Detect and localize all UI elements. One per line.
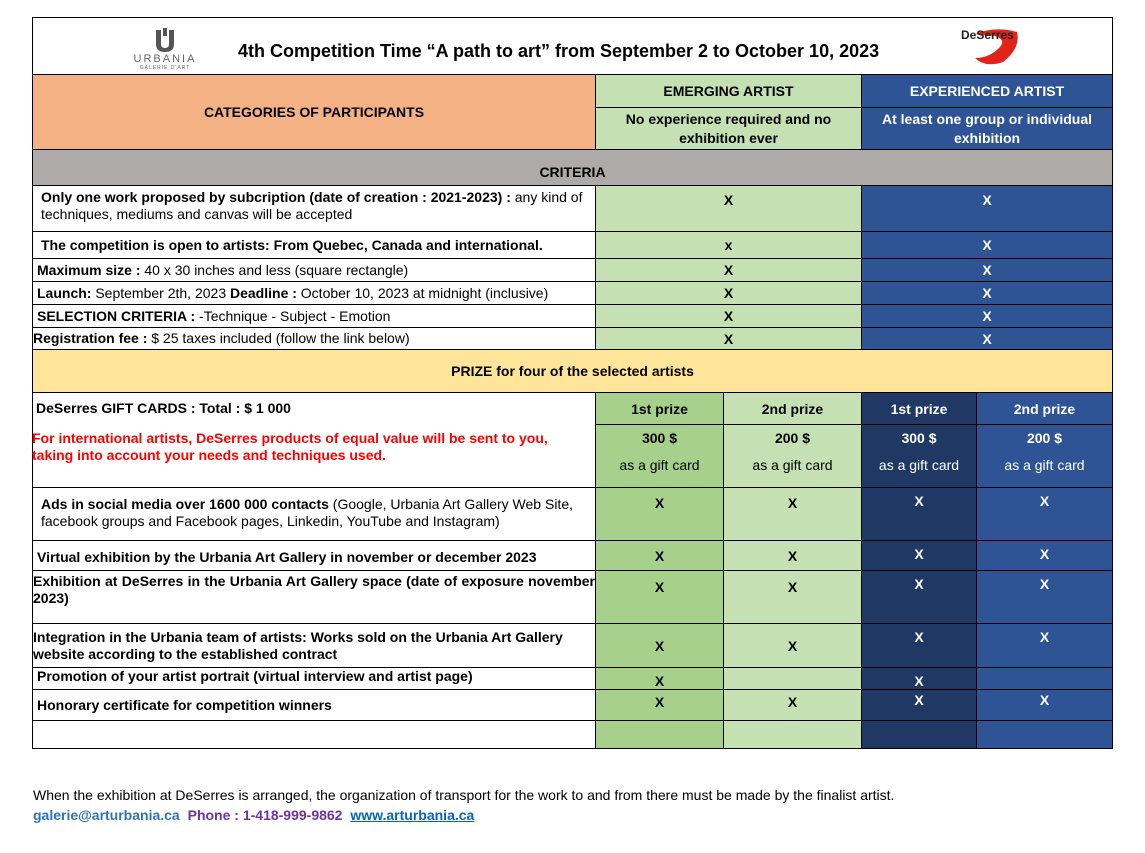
prize-col-3-amount: 300 $	[901, 430, 937, 446]
prize-row-2-col-1: X	[595, 540, 724, 571]
empty-row-label	[32, 720, 596, 749]
criteria-row-1-experienced: X	[861, 185, 1113, 232]
urbania-logo-text: URBANIA	[133, 53, 197, 65]
international-note: For international artists, DeSerres products of equal value will be sent to you, taking into account your needs and techniques used.	[32, 430, 548, 463]
prize-row-6-label	[32, 689, 596, 721]
prize-col-4-amount-cell	[976, 424, 1113, 488]
phone-text: Phone : 1-418-999-9862	[187, 807, 343, 823]
prize-row-2-col-4: X	[976, 540, 1113, 571]
criteria-row-2-label	[32, 231, 596, 259]
criteria-heading: CRITERIA	[32, 149, 1113, 186]
criteria-row-3-rest: 40 x 30 inches and less (square rectangle)	[140, 261, 409, 278]
prize-col-1-amount-cell	[595, 424, 724, 488]
urbania-logo-sub: GALERIE D'ART	[139, 65, 191, 71]
empty-row-col-4	[976, 720, 1113, 749]
criteria-row-3-label	[32, 258, 596, 282]
criteria-row-4-rest2: October 10, 2023 at midnight (inclusive)	[296, 284, 549, 301]
prize-row-1-bold: Ads in social media over 1600 000 contacts	[41, 496, 329, 512]
criteria-row-3-bold: Maximum size :	[37, 261, 141, 278]
criteria-row-6-label	[32, 327, 596, 350]
prize-row-1-label	[32, 487, 596, 541]
criteria-row-1-emerging: X	[595, 185, 862, 232]
prize-row-4-col-1: X	[595, 623, 724, 668]
prize-col-2-amount-cell	[723, 424, 862, 488]
prize-row-3-col-1: X	[595, 570, 724, 624]
prize-col-4-header: 2nd prize	[976, 392, 1113, 425]
criteria-row-6-experienced: X	[861, 327, 1113, 350]
deserres-logo-text: DeSerres	[961, 28, 1014, 42]
criteria-row-6-bold: Registration fee :	[33, 330, 148, 346]
prize-row-1-col-4: X	[976, 487, 1113, 541]
prize-col-4-amount: 200 $	[1026, 430, 1063, 446]
criteria-row-5-label	[32, 304, 596, 328]
prize-row-2-col-2: X	[723, 540, 862, 571]
prize-row-2-label	[32, 540, 596, 571]
website-link[interactable]: www.arturbania.ca	[350, 807, 475, 823]
prize-row-2-col-3: X	[861, 540, 977, 571]
criteria-row-4-bold: Launch:	[37, 284, 92, 301]
empty-row-col-2	[723, 720, 862, 749]
prize-row-3-bold: Exhibition at DeSerres in the Urbania Art Gallery space (date of exposure november 2023)	[33, 573, 595, 606]
categories-label: CATEGORIES OF PARTICIPANTS	[32, 74, 596, 150]
criteria-row-3-experienced: X	[861, 258, 1113, 282]
criteria-row-2-bold: The competition is open to artists: From Quebec, Canada and international.	[41, 236, 543, 253]
prize-row-2-bold: Virtual exhibition by the Urbania Art Gallery in november or december 2023	[37, 549, 537, 565]
empty-row-col-3	[861, 720, 977, 749]
prize-row-5-col-3: X	[861, 667, 977, 690]
prize-row-6-col-3: X	[861, 689, 977, 721]
prize-row-5-col-1: X	[595, 667, 724, 690]
prize-row-5-bold: Promotion of your artist portrait (virtual interview and artist page)	[37, 668, 473, 684]
criteria-row-1-label	[32, 185, 596, 232]
criteria-row-4-label	[32, 281, 596, 305]
criteria-row-2-emerging: x	[595, 231, 862, 259]
prize-col-1-gift: as a gift card	[619, 457, 700, 473]
prize-row-1-col-3: X	[861, 487, 977, 541]
urbania-logo-icon	[152, 28, 178, 54]
criteria-row-3-emerging: X	[595, 258, 862, 282]
prize-row-4-bold: Integration in the Urbania team of artists: Works sold on the Urbania Art Gallery website according to the established contract	[33, 628, 563, 662]
page-title: 4th Competition Time “A path to art” from September 2 to October 10, 2023	[238, 41, 880, 61]
prize-col-3-gift: as a gift card	[878, 457, 960, 473]
prize-col-2-amount: 200 $	[774, 430, 811, 446]
prize-row-4-col-4: X	[976, 623, 1113, 668]
prize-col-3-header: 1st prize	[861, 392, 977, 425]
criteria-row-5-bold: SELECTION CRITERIA :	[37, 307, 196, 324]
prize-col-2-header: 2nd prize	[723, 392, 862, 425]
criteria-row-4-bold2: Deadline :	[230, 284, 297, 301]
prize-row-5-label	[32, 667, 596, 690]
footer-contacts	[33, 807, 474, 823]
prize-row-3-label	[32, 570, 596, 624]
emerging-title: EMERGING ARTIST	[595, 74, 862, 108]
criteria-row-4-emerging: X	[595, 281, 862, 305]
prize-row-6-col-4: X	[976, 689, 1113, 721]
prize-row-5-col-4	[976, 667, 1113, 690]
footer-note: When the exhibition at DeSerres is arranged, the organization of transport for the work to and from there must be made by the finalist artist.	[33, 787, 895, 803]
criteria-row-1-rest: any kind of techniques, mediums and canvas will be accepted	[41, 189, 583, 222]
criteria-row-2-experienced: X	[861, 231, 1113, 259]
prize-col-3-amount-cell	[861, 424, 977, 488]
experienced-title: EXPERIENCED ARTIST	[861, 74, 1113, 108]
prize-row-1-col-2: X	[723, 487, 862, 541]
prize-row-6-col-1: X	[595, 689, 724, 721]
criteria-row-4-rest: September 2th, 2023	[91, 284, 230, 301]
prize-row-4-col-2: X	[723, 623, 862, 668]
prize-row-3-col-3: X	[861, 570, 977, 624]
prize-col-2-gift: as a gift card	[752, 457, 833, 473]
prize-row-3-col-2: X	[723, 570, 862, 624]
gift-card-label: DeSerres GIFT CARDS : Total : $ 1 000	[36, 400, 291, 416]
prize-col-1-header: 1st prize	[595, 392, 724, 425]
emerging-desc: No experience required and no exhibition ever	[595, 107, 862, 150]
criteria-row-5-emerging: X	[595, 304, 862, 328]
prize-row-5-col-2	[723, 667, 862, 690]
prize-col-1-amount: 300 $	[641, 430, 678, 446]
prize-col-4-gift: as a gift card	[1004, 457, 1085, 473]
prize-row-1-rest: (Google, Urbania Art Gallery Web Site, facebook groups and Facebook pages, Linkedin, YouTube and Instagram)	[41, 496, 573, 529]
empty-row-col-1	[595, 720, 724, 749]
prize-row-6-bold: Honorary certificate for competition winners	[37, 696, 332, 713]
prize-row-4-label	[32, 623, 596, 668]
experienced-desc: At least one group or individual exhibition	[861, 107, 1113, 150]
prize-heading: PRIZE for four of the selected artists	[32, 349, 1113, 393]
criteria-row-5-rest: -Technique - Subject - Emotion	[195, 307, 391, 324]
deserres-logo	[955, 22, 1025, 70]
prize-row-1-col-1: X	[595, 487, 724, 541]
criteria-row-4-experienced: X	[861, 281, 1113, 305]
email-link[interactable]: galerie@arturbania.ca	[33, 807, 180, 823]
prize-row-4-col-3: X	[861, 623, 977, 668]
prize-row-6-col-2: X	[723, 689, 862, 721]
prize-row-3-col-4: X	[976, 570, 1113, 624]
criteria-row-6-emerging: X	[595, 327, 862, 350]
urbania-logo	[120, 28, 210, 74]
criteria-row-1-bold: Only one work proposed by subcription (date of creation : 2021-2023) :	[41, 189, 511, 205]
criteria-row-6-rest: $ 25 taxes included (follow the link below)	[147, 330, 410, 346]
criteria-row-5-experienced: X	[861, 304, 1113, 328]
